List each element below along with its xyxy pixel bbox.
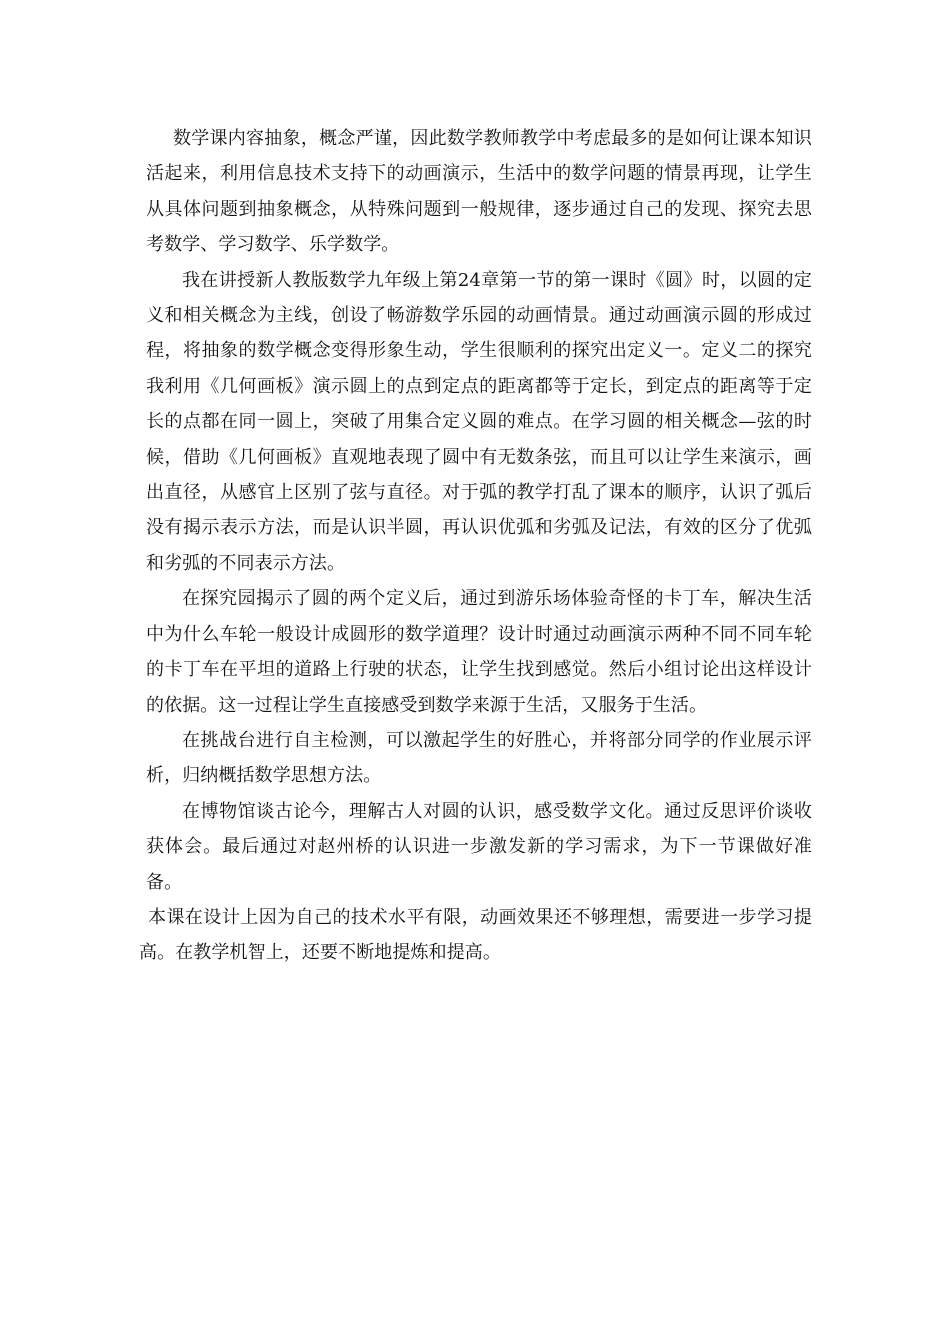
- paragraph-intro: 数学课内容抽象，概念严谨，因此数学教师教学中考虑最多的是如何让课本知识活起来，利用信息技术支持下的动画演示，生活中的数学问题的情景再现，让学生从具体问题到抽象概念，从特殊问题到一般规律，逐步通过自己的发现、探究去思考数学、学习数学、乐学数学。: [146, 128, 812, 256]
- paragraph-challenge: 在挑战台进行自主检测，可以激起学生的好胜心，并将部分同学的作业展示评析，归纳概括数学思想方法。: [146, 729, 812, 787]
- document-body: [139, 121, 812, 971]
- paragraph-circle-lesson: 我在讲授新人教版数学九年级上第24章第一节的第一课时《圆》时，以圆的定义和相关概念为主线，创设了畅游数学乐园的动画情景。通过动画演示圆的形成过程，将抽象的数学概念变得形象生动，学生很顺利的探究出定义一。定义二的探究我利用《几何画板》演示圆上的点到定点的距离都等于定长，到定点的距离等于定长的点都在同一圆上，突破了用集合定义圆的难点。在学习圆的相关概念—弦的时候，借助《几何画板》直观地表现了圆中有无数条弦，而且可以让学生来演示，画出直径，从感官上区别了弦与直径。对于弧的教学打乱了课本的顺序，认识了弧后没有揭示表示方法，而是认识半圆，再认识优弧和劣弧及记法，有效的区分了优弧和劣弧的不同表示方法。: [146, 269, 812, 574]
- paragraph-exploration: 在探究园揭示了圆的两个定义后，通过到游乐场体验奇怪的卡丁车，解决生活中为什么车轮一般设计成圆形的数学道理？设计时通过动画演示两种不同不同车轮的卡丁车在平坦的道路上行驶的状态，让学生找到感觉。然后小组讨论出这样设计的依据。这一过程让学生直接感受到数学来源于生活，又服务于生活。: [146, 588, 812, 716]
- paragraph-reflection: 本课在设计上因为自己的技术水平有限，动画效果还不够理想，需要进一步学习提高。在教学机智上，还要不断地提炼和提高。: [139, 906, 812, 964]
- paragraph-museum: 在博物馆谈古论今，理解古人对圆的认识，感受数学文化。通过反思评价谈收获体会。最后通过对赵州桥的认识进一步激发新的学习需求，为下一节课做好准备。: [146, 800, 812, 893]
